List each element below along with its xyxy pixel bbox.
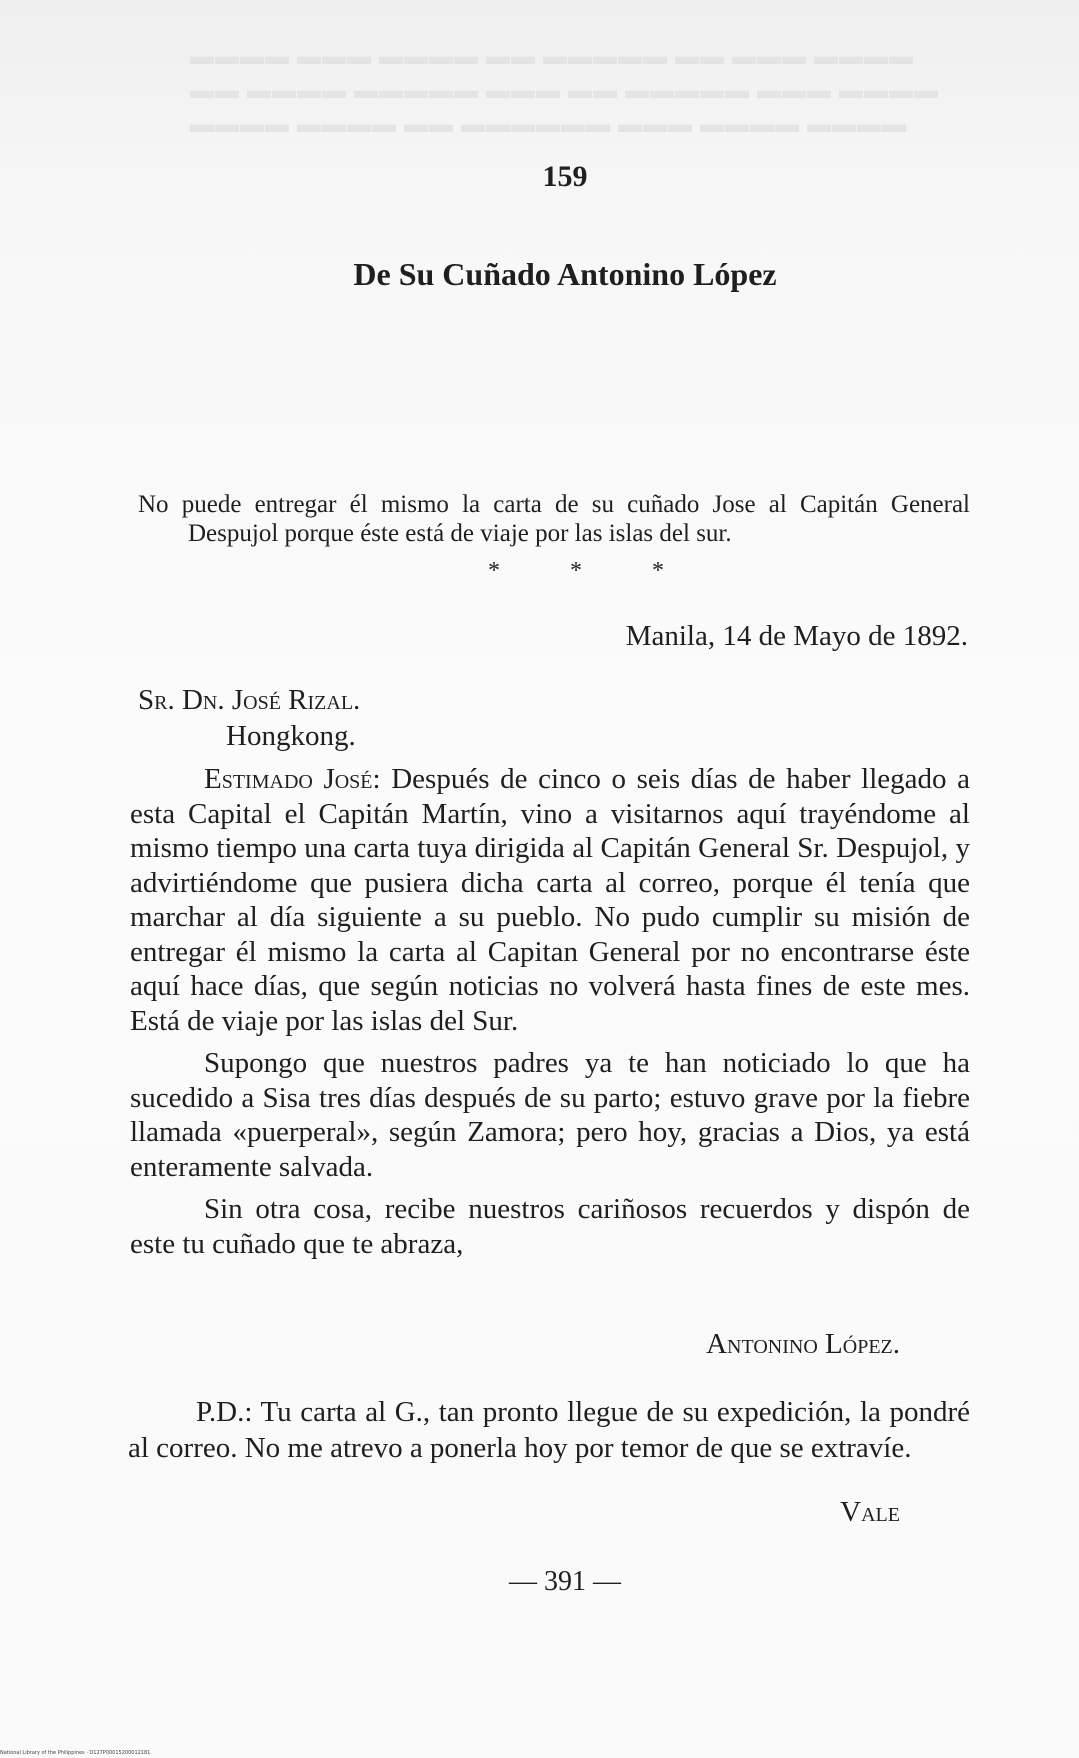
page-number: — 391 — bbox=[509, 1566, 621, 1597]
letter-summary bbox=[138, 490, 970, 548]
paragraph-2: Supongo que nuestros padres ya te han noticiado lo que ha sucedido a Sisa tres días después de su parto; estuvo grave por la fiebre llamada «puerperal», según Zamora; pero hoy, gracias a Dios, ya está enteramente salvada. bbox=[130, 1047, 970, 1183]
postscript bbox=[128, 1394, 970, 1466]
closing-vale: Vale bbox=[840, 1496, 900, 1528]
recipient-name: Sr. Dn. José Rizal. bbox=[138, 684, 361, 716]
address-block bbox=[138, 682, 360, 754]
paragraph-1 bbox=[130, 762, 970, 1038]
paragraph-1-text: Después de cinco o seis días de haber llegado a esta Capital el Capitán Martín, vino a visitarnos aquí trayéndome al mismo tiempo una carta tuya dirigida al Capitán General Sr. Despujol, y advirtiéndome que pusiera dicha carta al correo, porque él tenía que marchar al día siguiente a su pueblo. No pudo cumplir su misión de entregar él mismo la carta al Capitan General por no encontrarse éste aquí hace días, que según noticias no volverá hasta fines de este mes. Está de viaje por las islas del Sur. bbox=[130, 763, 970, 1037]
signature: Antonino López. bbox=[706, 1328, 900, 1360]
asterism-separator: * * * bbox=[488, 558, 696, 584]
letter-date: Manila, 14 de Mayo de 1892. bbox=[625, 620, 968, 652]
letter-number: 159 bbox=[542, 160, 588, 193]
postscript-text: P.D.: Tu carta al G., tan pronto llegue de su expedición, la pondré al correo. No me atrevo a ponerla hoy por temor de que se extravíe. bbox=[128, 1396, 970, 1464]
salutation: Estimado José: bbox=[204, 763, 381, 795]
letter-title: De Su Cuñado Antonino López bbox=[353, 256, 777, 292]
summary-text: No puede entregar él mismo la carta de su cuñado Jose al Capitán General Despujol porque éste está de viaje por las islas del sur. bbox=[138, 491, 970, 547]
archive-footer: National Library of the Philippines · D127P00015200012181 bbox=[0, 1750, 151, 1756]
bleed-through-text: ▬▬▬▬ ▬▬▬ ▬▬▬▬ ▬▬ ▬▬▬▬▬ ▬▬ ▬▬▬ ▬▬▬▬ ▬▬ ▬▬▬▬ ▬▬▬▬▬ ▬▬▬ ▬▬ ▬▬▬▬▬ ▬▬▬ ▬▬▬▬ ▬▬▬▬ ▬▬▬▬ ▬▬ ▬▬▬▬▬▬ ▬▬▬ ▬▬▬▬ ▬▬▬▬ bbox=[190, 44, 939, 138]
paragraph-3: Sin otra cosa, recibe nuestros cariñosos recuerdos y dispón de este tu cuñado que te abraza, bbox=[130, 1193, 970, 1260]
recipient-city: Hongkong. bbox=[226, 720, 356, 752]
letter-body bbox=[130, 762, 970, 1269]
